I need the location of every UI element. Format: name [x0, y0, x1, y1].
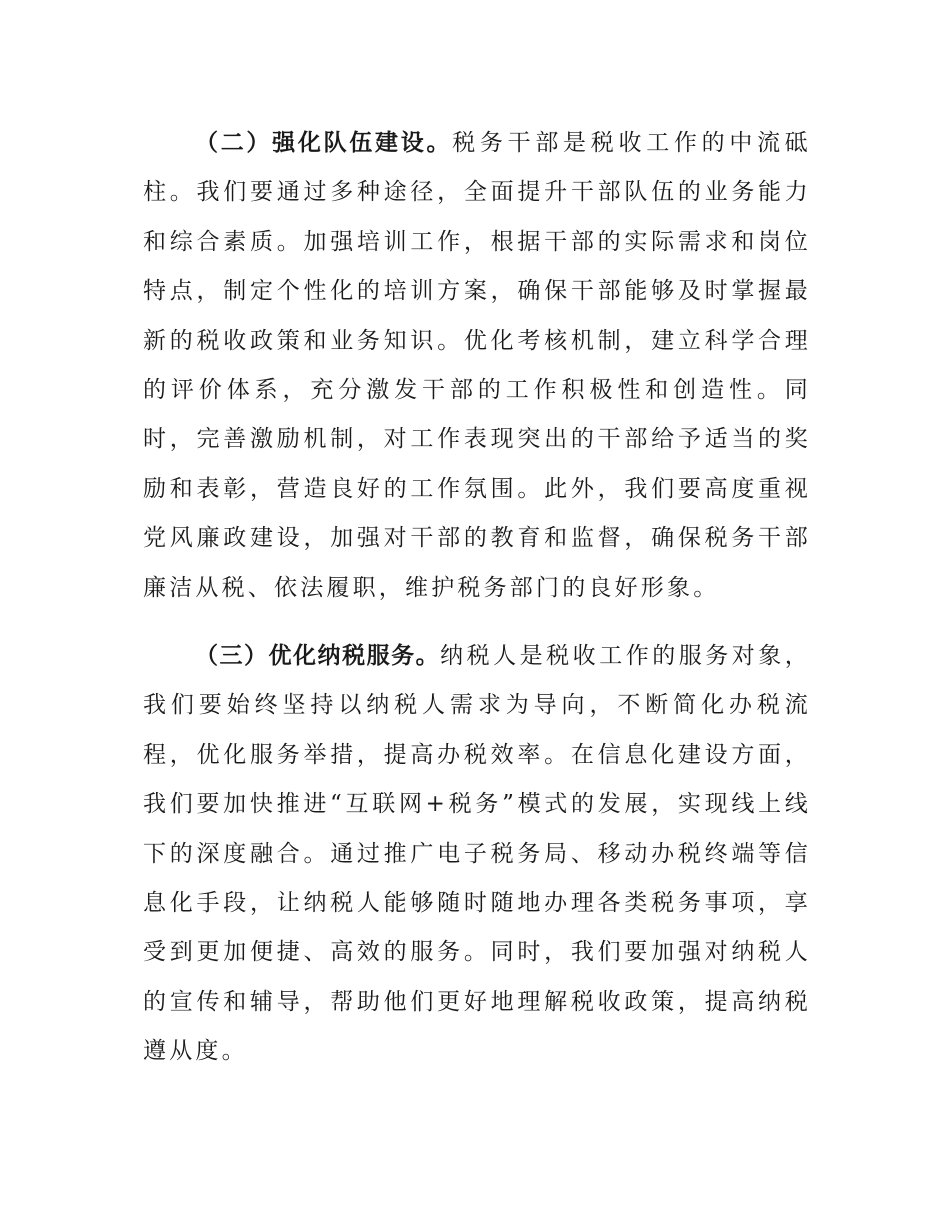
- paragraph-strengthen-team: [143, 119, 811, 613]
- section-heading-service: （三）优化纳税服务。: [195, 643, 441, 669]
- section-body-service: 纳税人是税收工作的服务对象，我们要始终坚持以纳税人需求为导向，不断简化办税流程，优化服务举措，提高办税效率。在信息化建设方面，我们要加快推进“互联网+税务”模式的发展，实现线上线下的深度融合。通过推广电子税务局、移动办税终端等信息化手段，让纳税人能够随时随地办理各类税务事项，享受到更加便捷、高效的服务。同时，我们要加强对纳税人的宣传和辅导，帮助他们更好地理解税收政策，提高纳税遵从度。: [143, 643, 811, 1065]
- section-heading-team: （二）强化队伍建设。: [195, 130, 453, 156]
- paragraph-optimize-service: [143, 632, 811, 1077]
- section-body-team: 税务干部是税收工作的中流砥柱。我们要通过多种途径，全面提升干部队伍的业务能力和综合素质。加强培训工作，根据干部的实际需求和岗位特点，制定个性化的培训方案，确保干部能够及时掌握最新的税收政策和业务知识。优化考核机制，建立科学合理的评价体系，充分激发干部的工作积极性和创造性。同时，完善激励机制，对工作表现突出的干部给予适当的奖励和表彰，营造良好的工作氛围。此外，我们要高度重视党风廉政建设，加强对干部的教育和监督，确保税务干部廉洁从税、依法履职，维护税务部门的良好形象。: [143, 130, 812, 601]
